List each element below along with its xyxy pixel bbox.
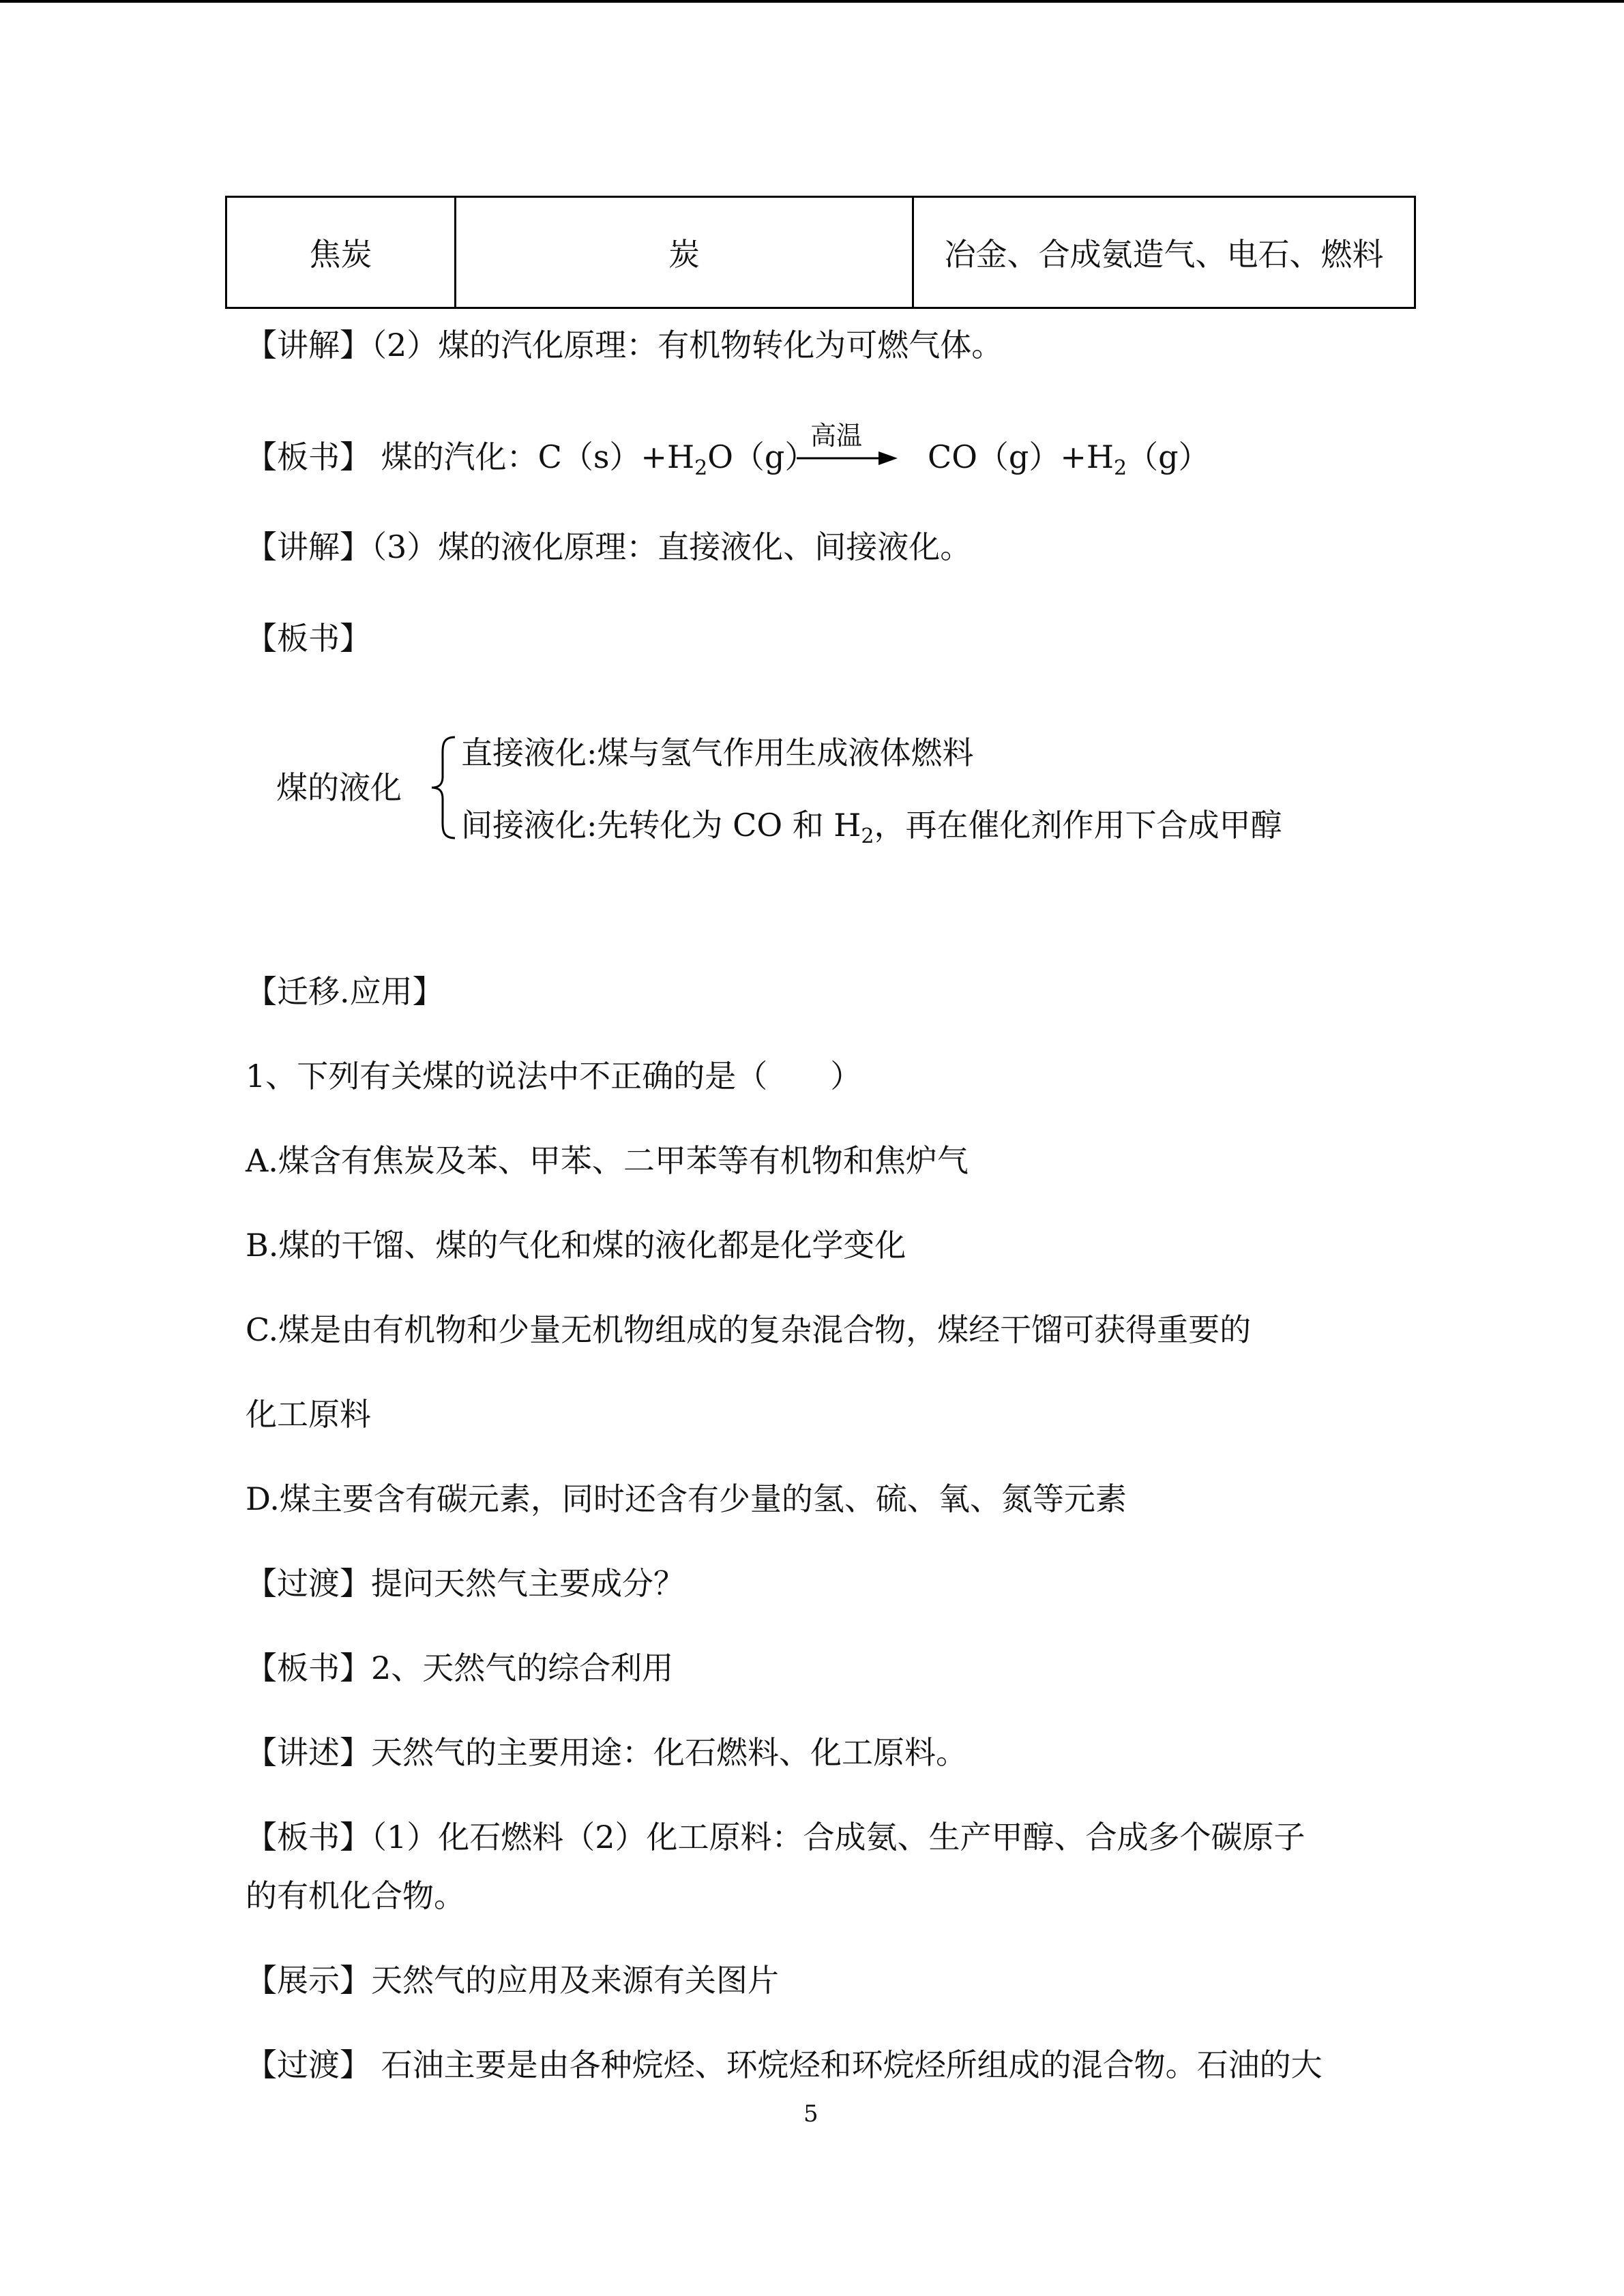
transition-natural-gas: 【过渡】提问天然气主要成分？ bbox=[246, 1565, 685, 1602]
table-cell-product: 焦炭 bbox=[226, 197, 456, 308]
table-cell-component: 炭 bbox=[456, 197, 913, 308]
section-application: 【迁移.应用】 bbox=[246, 973, 444, 1010]
table-cell-usage: 冶金、合成氨造气、电石、燃料 bbox=[913, 197, 1415, 308]
page-number: 5 bbox=[803, 2100, 818, 2128]
equation-left: 【板书】 煤的汽化：$C(s)+H_2O(g)$ bbox=[246, 438, 816, 481]
option-a: A.煤含有焦炭及苯、甲苯、二甲苯等有机物和焦炉气 bbox=[246, 1142, 969, 1179]
left-brace-icon bbox=[426, 733, 460, 842]
show-images: 【展示】天然气的应用及来源有关图片 bbox=[246, 1962, 779, 1999]
board-uses: 【板书】（1）化石燃料（2）化工原料：合成氨、生产甲醇、合成多个碳原子 bbox=[246, 1819, 1305, 1855]
explain-liquefaction: 【讲解】（3）煤的液化原理：直接液化、间接液化。 bbox=[246, 528, 972, 565]
option-b: B.煤的干馏、煤的气化和煤的液化都是化学变化 bbox=[246, 1227, 906, 1264]
equation-right: $CO(g)+H_2(g)$ bbox=[928, 438, 1210, 481]
question-1: 1、下列有关煤的说法中不正确的是（ ） bbox=[246, 1058, 862, 1094]
option-c-continued: 化工原料 bbox=[246, 1396, 371, 1433]
board-uses-continued: 的有机化合物。 bbox=[246, 1877, 465, 1914]
equation-condition: 高温 bbox=[810, 421, 863, 451]
transition-petroleum: 【过渡】 石油主要是由各种烷烃、环烷烃和环烷烃所组成的混合物。石油的大 bbox=[246, 2046, 1323, 2083]
explain-gasification: 【讲解】（2）煤的汽化原理：有机物转化为可燃气体。 bbox=[246, 327, 1003, 363]
board-natural-gas: 【板书】2、天然气的综合利用 bbox=[246, 1650, 674, 1686]
narrate-uses: 【讲述】天然气的主要用途：化石燃料、化工原料。 bbox=[246, 1734, 967, 1771]
reaction-arrow-icon bbox=[797, 450, 898, 466]
table-row bbox=[226, 197, 1415, 308]
indirect-liquefaction: 间接液化:先转化为 CO 和 $H_2$，再在催化剂作用下合成甲醇 bbox=[461, 807, 1282, 849]
board-label: 【板书】 bbox=[246, 620, 371, 657]
liquefaction-label: 煤的液化 bbox=[276, 769, 402, 806]
page-top-border bbox=[0, 0, 1624, 3]
option-c: C.煤是由有机物和少量无机物组成的复杂混合物，煤经干馏可获得重要的 bbox=[246, 1311, 1252, 1348]
direct-liquefaction: 直接液化:煤与氢气作用生成液体燃料 bbox=[461, 734, 974, 771]
option-d: D.煤主要含有碳元素，同时还含有少量的氢、硫、氧、氮等元素 bbox=[246, 1480, 1127, 1517]
product-table bbox=[225, 196, 1416, 309]
